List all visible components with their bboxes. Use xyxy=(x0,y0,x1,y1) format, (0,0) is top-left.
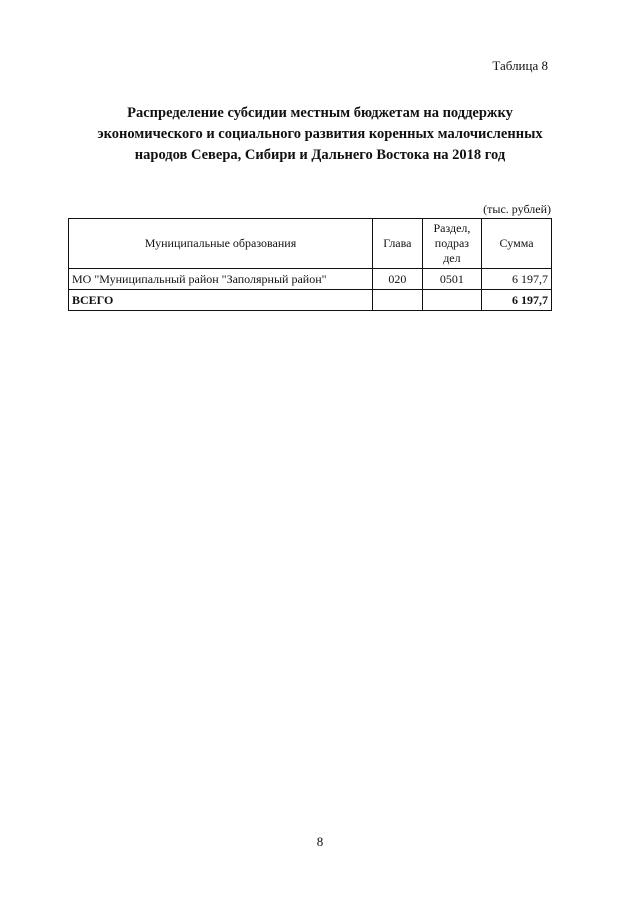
total-section xyxy=(422,290,481,311)
page-number: 8 xyxy=(316,834,324,849)
header-municipality: Муниципальные образования xyxy=(69,219,373,269)
title-line-3: народов Севера, Сибири и Дальнего Востока на 2018 год xyxy=(134,147,506,163)
document-title xyxy=(80,103,560,166)
row-municipality: МО "Муниципальный район "Заполярный район" xyxy=(69,269,373,290)
subsidy-table xyxy=(68,218,552,311)
table-header-row xyxy=(69,219,552,269)
header-section xyxy=(422,219,481,269)
total-row xyxy=(69,290,552,311)
row-chapter: 020 xyxy=(372,269,422,290)
table-number: Таблица 8 xyxy=(492,58,548,73)
title-line-2: экономического и социального развития коренных малочисленных xyxy=(97,126,543,142)
header-sum: Сумма xyxy=(482,219,552,269)
header-chapter: Глава xyxy=(372,219,422,269)
units-label: (тыс. рублей) xyxy=(483,202,551,216)
header-section-line-1: Раздел, xyxy=(433,221,471,235)
total-sum: 6 197,7 xyxy=(482,290,552,311)
title-line-1: Распределение субсидии местным бюджетам на поддержку xyxy=(127,105,513,121)
total-chapter xyxy=(372,290,422,311)
header-section-line-2: подраз xyxy=(434,236,470,250)
table-row xyxy=(69,269,552,290)
row-sum: 6 197,7 xyxy=(482,269,552,290)
row-section: 0501 xyxy=(422,269,481,290)
total-label: ВСЕГО xyxy=(69,290,373,311)
header-section-line-3: дел xyxy=(443,251,461,265)
